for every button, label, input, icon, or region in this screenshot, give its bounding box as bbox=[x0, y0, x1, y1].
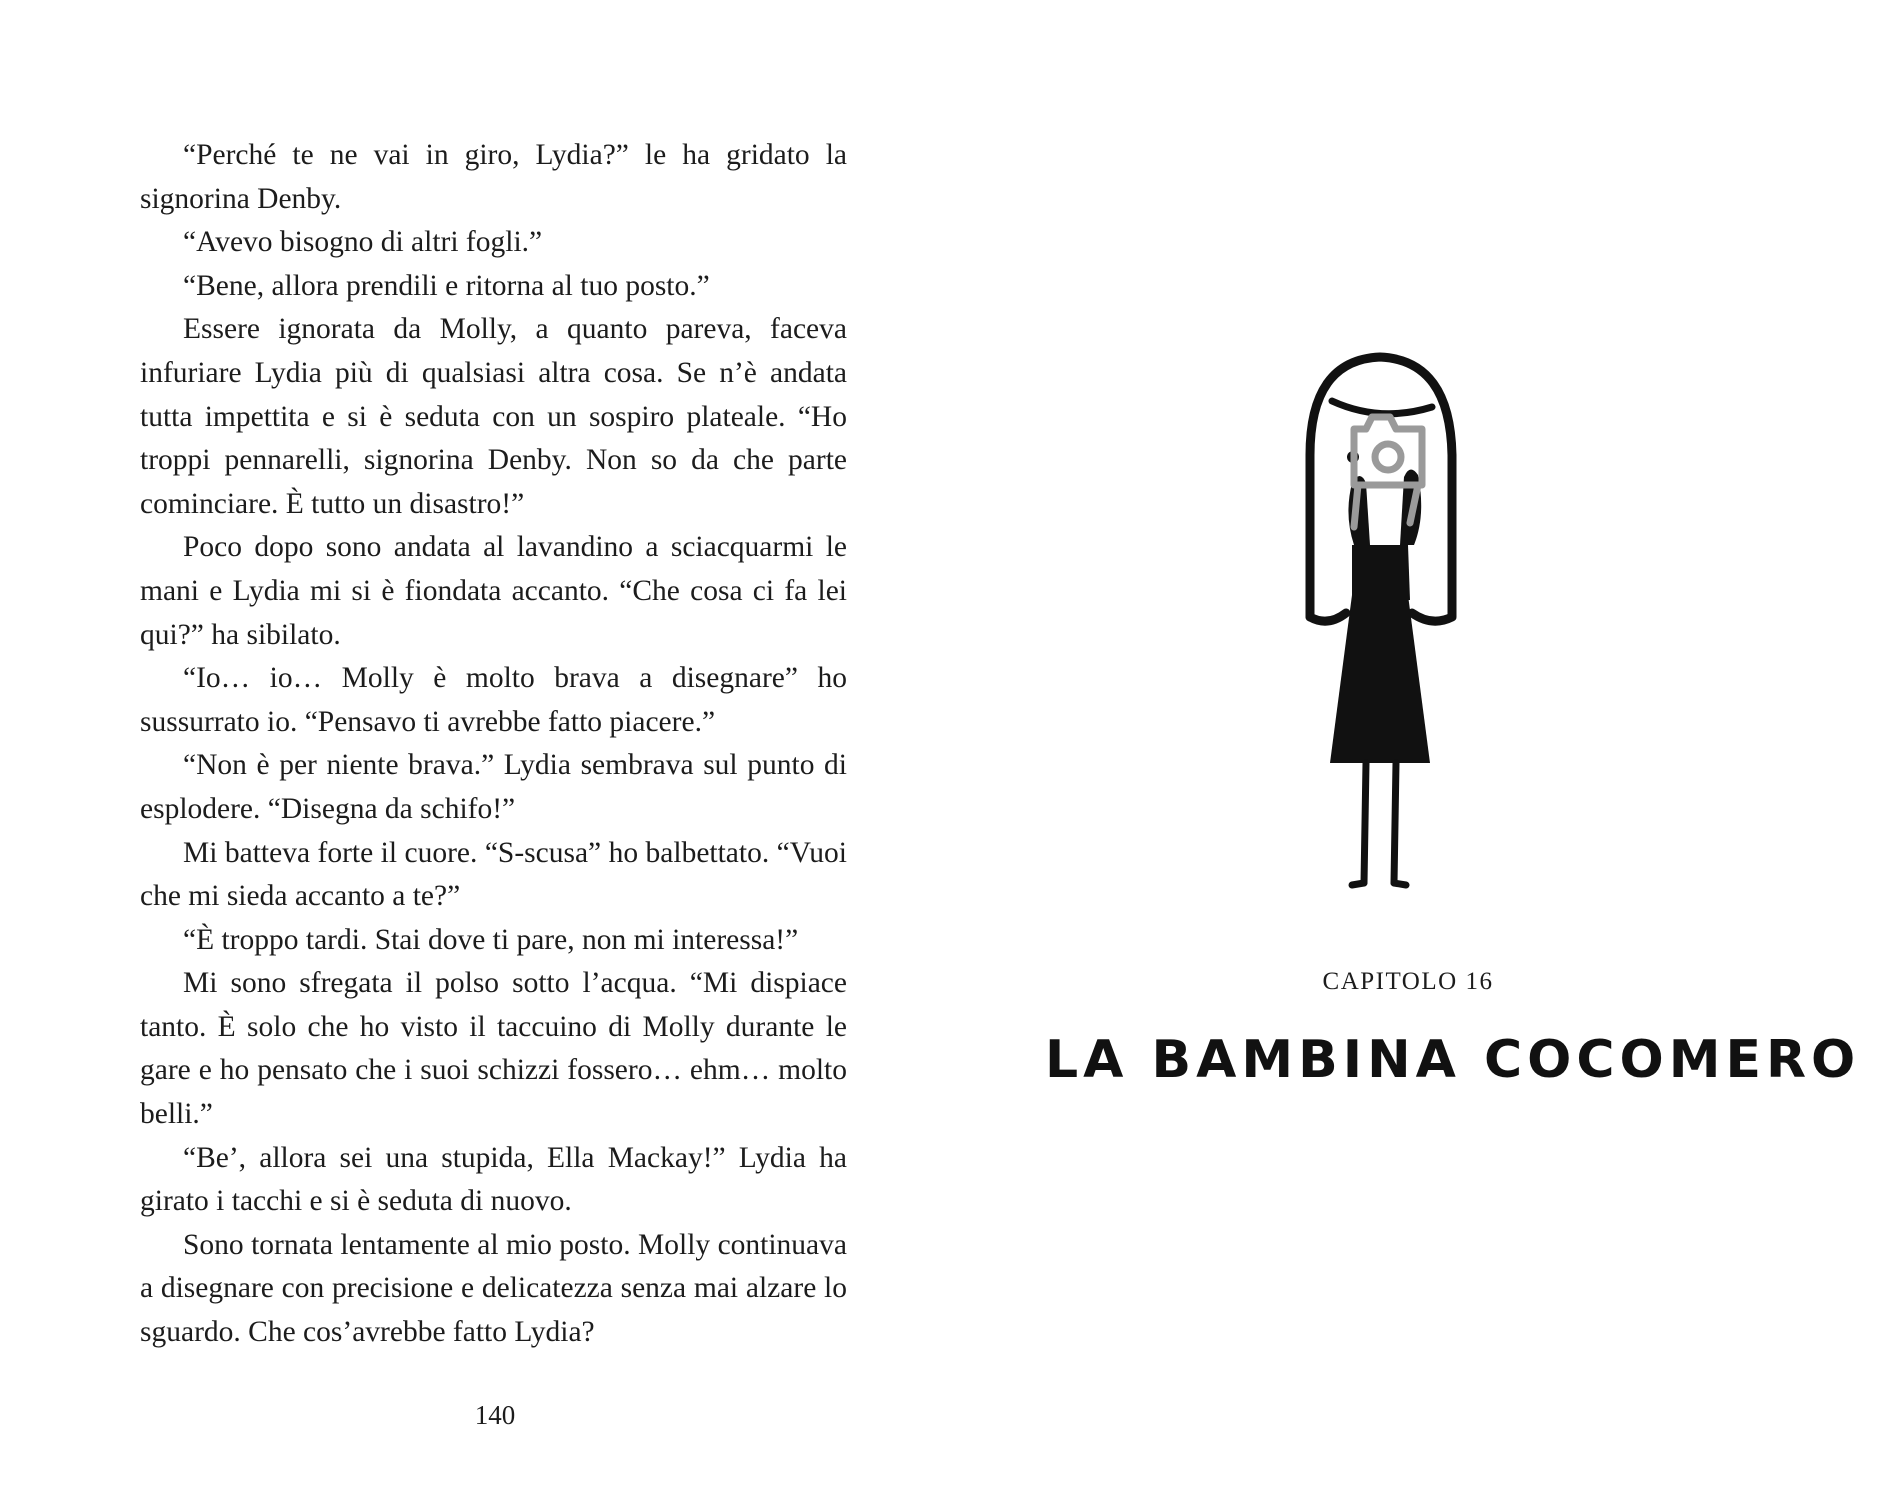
paragraph: Mi sono sfregata il polso sotto l’acqua. “Mi dispiace tanto. È solo che ho visto il taccuino di Molly durante le gare e ho pensato che i suoi schizzi fossero… ehm… molto belli.” bbox=[140, 967, 847, 1131]
paragraph: Sono tornata lentamente al mio posto. Molly continuava a disegnare con precisione e delicatezza senza mai alzare lo sguardo. Che cos’avrebbe fatto Lydia? bbox=[140, 1228, 847, 1349]
paragraph: “Perché te ne vai in giro, Lydia?” le ha gridato la signorina Denby. bbox=[140, 139, 847, 215]
right-page bbox=[950, 0, 1900, 1495]
paragraph: “Bene, allora prendili e ritorna al tuo posto.” bbox=[183, 269, 710, 302]
paragraph: Mi batteva forte il cuore. “S-scusa” ho balbettato. “Vuoi che mi sieda accanto a te?” bbox=[140, 836, 847, 913]
left-page-text bbox=[140, 134, 847, 1355]
girl-with-camera-icon bbox=[1280, 345, 1480, 905]
paragraph: Poco dopo sono andata al lavandino a sciacquarmi le mani e Lydia mi si è fiondata accanto. “Che cosa ci fa lei qui?” ha sibilato. bbox=[140, 531, 847, 651]
chapter-title: LA BAMBINA COCOMERO bbox=[1045, 1030, 1861, 1090]
paragraph: “Be’, allora sei una stupida, Ella Mackay!” Lydia ha girato i tacchi e si è seduta di nuovo. bbox=[140, 1141, 847, 1218]
page-number: 140 bbox=[474, 1400, 516, 1430]
paragraph: Essere ignorata da Molly, a quanto pareva, faceva infuriare Lydia più di qualsiasi altra cosa. Se n’è andata tutta impettita e si è seduta con un sospiro plateale. “Ho troppi pennarelli, signorina Denby. Non so da che parte cominciare. È tutto un disastro!” bbox=[140, 313, 847, 520]
chapter-label: CAPITOLO 16 bbox=[1322, 968, 1494, 995]
paragraph: “Avevo bisogno di altri fogli.” bbox=[183, 226, 543, 259]
paragraph: “Io… io… Molly è molto brava a disegnare” ho sussurrato io. “Pensavo ti avrebbe fatto piacere.” bbox=[140, 662, 847, 738]
paragraph: “Non è per niente brava.” Lydia sembrava sul punto di esplodere. “Disegna da schifo!” bbox=[140, 749, 847, 825]
paragraph: “È troppo tardi. Stai dove ti pare, non mi interessa!” bbox=[183, 923, 799, 956]
